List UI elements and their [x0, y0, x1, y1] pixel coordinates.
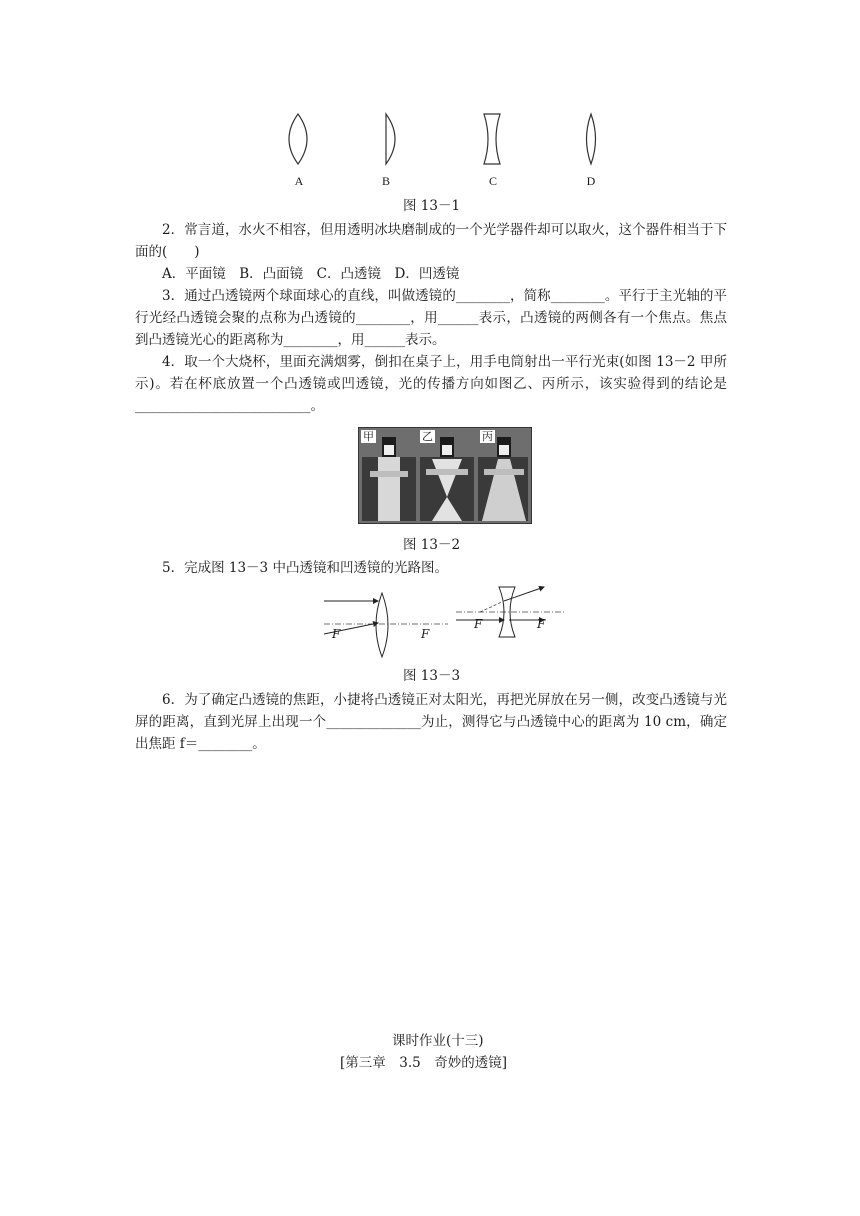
focus-label-1: F: [332, 627, 341, 641]
chapter-subtitle: [第三章 3.5 奇妙的透镜]: [340, 1055, 508, 1071]
question-2: 2．常言道，水火不相容，但用透明冰块磨制成的一个光学器件却可以取火，这个器件相当于下面的( ): [135, 222, 727, 260]
lens-label-d: D: [586, 174, 596, 188]
lens-a-shape: [289, 114, 307, 164]
question-3: 3．通过凸透镜两个球面球心的直线，叫做透镜的________，简称________。平行于主光轴的平行光经凸透镜会聚的点称为凸透镜的________，用______表示，凸透镜的两侧各有一个焦点。焦点到凸透镜光心的距离称为________，用______表示。: [135, 288, 727, 348]
lens-label-c: C: [488, 174, 497, 188]
figure-caption-13-1: 图 13－1: [403, 198, 461, 214]
figure-caption-13-2: 图 13－2: [403, 537, 461, 553]
lens-c-shape: [484, 114, 500, 164]
photo-label-jia: 甲: [363, 430, 374, 443]
photo-label-bing: 丙: [482, 430, 493, 443]
smoke-experiment-photo: [358, 427, 532, 524]
photo-label-yi: 乙: [422, 430, 433, 443]
focus-label-3: F: [474, 617, 483, 631]
lens-label-a: A: [294, 174, 304, 188]
question-5: 5．完成图 13－3 中凸透镜和凹透镜的光路图。: [162, 560, 448, 576]
focus-label-2: F: [421, 627, 430, 641]
question-6: 6．为了确定凸透镜的焦距，小捷将凸透镜正对太阳光，再把光屏放在另一侧，改变凸透镜与光屏的距离，直到光屏上出现一个______________为止，测得它与凸透镜中心的距离为 10 cm，确定出焦距 f＝________。: [135, 692, 727, 752]
lens-d-shape: [587, 114, 596, 164]
homework-title: 课时作业(十三): [392, 1033, 484, 1049]
question-2-options: A．平面镜 B．凸面镜 C．凸透镜 D．凹透镜: [162, 266, 460, 282]
lens-label-b: B: [381, 174, 390, 188]
focus-label-4: F: [537, 617, 546, 631]
lens-b-shape: [386, 114, 395, 164]
figure-caption-13-3: 图 13－3: [403, 668, 461, 684]
convex-lens: [376, 593, 388, 657]
question-4: 4．取一个大烧杯，里面充满烟雾，倒扣在桌子上，用手电筒射出一平行光束(如图 13－2 甲所示)。若在杯底放置一个凸透镜或凹透镜，光的传播方向如图乙、丙所示，该实验得到的结论是__________________________。: [135, 354, 727, 414]
ray-diagram-figure: [318, 585, 568, 660]
lens-figure: [270, 110, 610, 172]
